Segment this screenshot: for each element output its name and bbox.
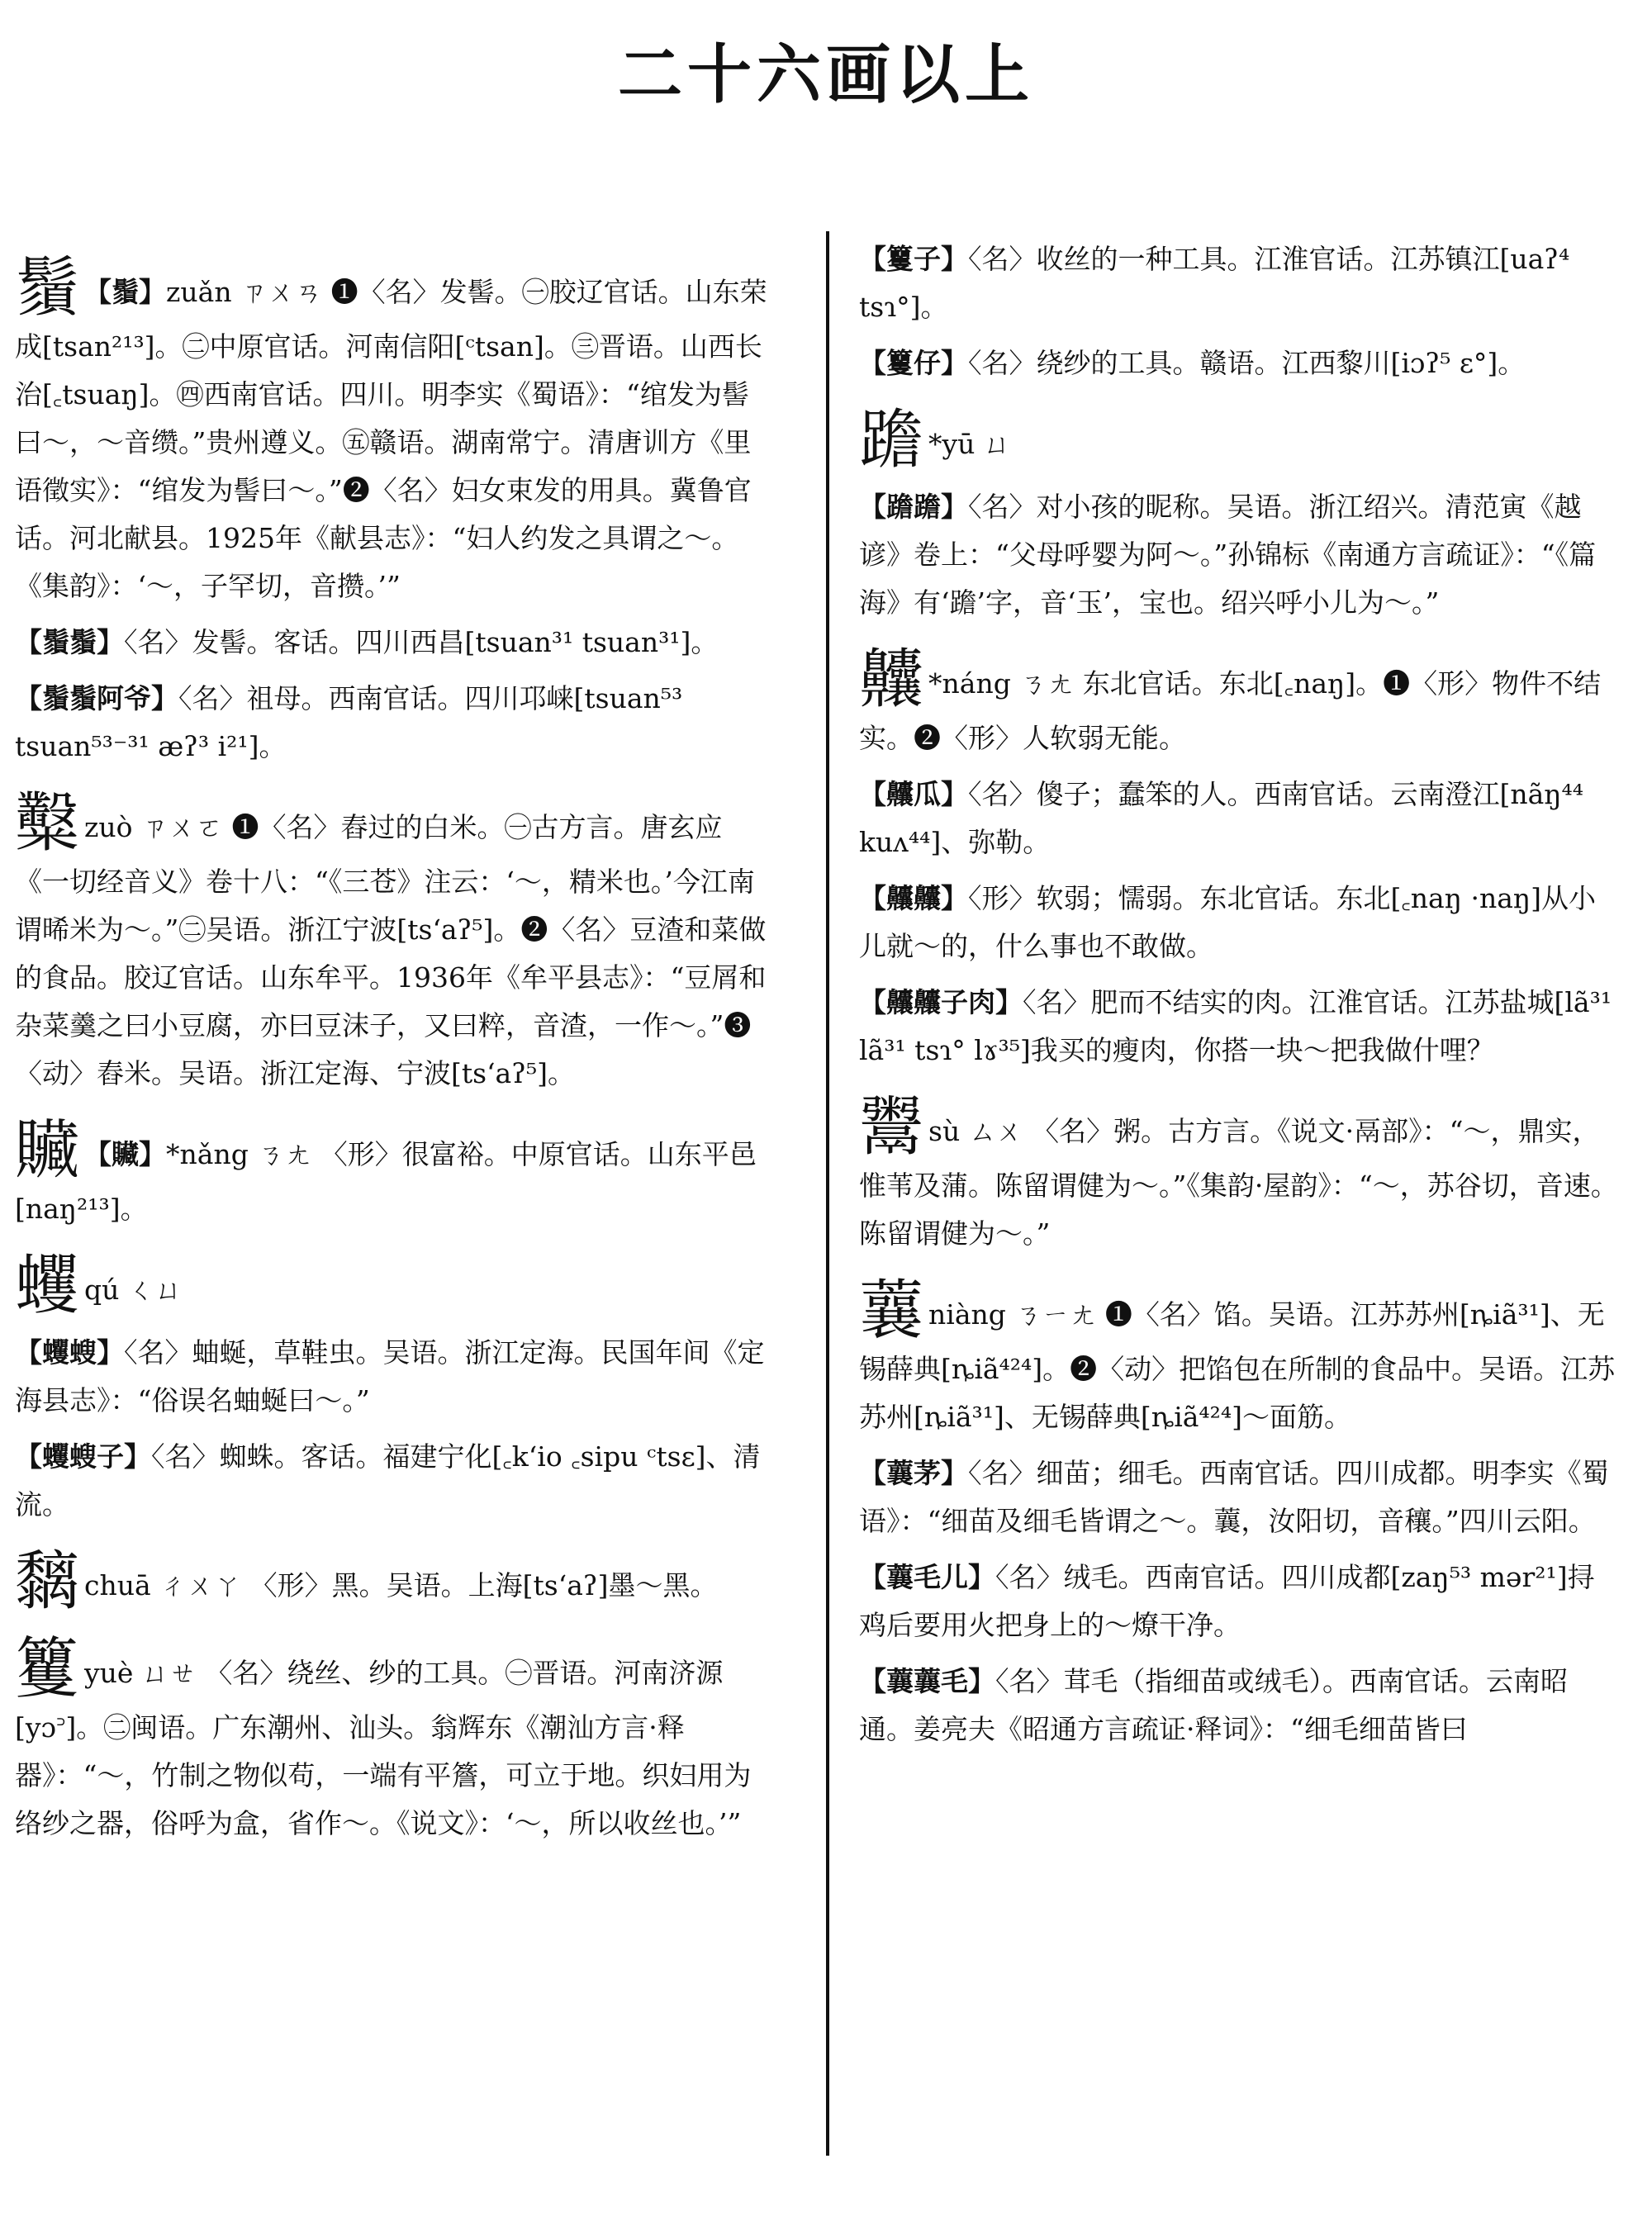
dictionary-entry (15, 1113, 775, 1233)
lemma: 【齉齉子肉】 (859, 986, 1023, 1018)
dictionary-entry (15, 619, 775, 667)
definition-text: 〈名〉绕纱的工具。赣语。江西黎川[iɔʔ⁵ ɛ°]。 (968, 347, 1526, 379)
dictionary-entry (859, 235, 1619, 331)
headword-character: 蘘 (859, 1274, 924, 1348)
right-column (859, 235, 1619, 1762)
dictionary-entry (15, 786, 775, 1098)
headword-character: 鬻 (859, 1090, 924, 1165)
lemma: 【籰子】 (859, 243, 968, 275)
definition-text: 〈名〉祖母。西南官话。四川邛崃[tsuan⁵³ tsuan⁵³⁻³¹ æʔ³ i²¹]。 (15, 682, 683, 762)
lemma: 【齉齉】 (859, 882, 968, 914)
lemma: 【蘘毛儿】 (859, 1561, 995, 1593)
headword-character: 䠨 (859, 403, 924, 477)
headword-character: 齉 (859, 643, 924, 717)
definition-text: *yū ㄩ (928, 428, 1011, 460)
definition-text: 〈形〉软弱；懦弱。东北官话。东北[꜀naŋ ·naŋ]从小儿就～的，什么事也不敢做。 (859, 882, 1597, 962)
dictionary-entry (15, 1632, 775, 1848)
dictionary-entry (15, 675, 775, 771)
dictionary-entry (15, 251, 775, 610)
dictionary-entry (15, 1544, 775, 1619)
dictionary-entry (859, 645, 1619, 762)
definition-text: 〈名〉肥而不结实的肉。江淮官话。江苏盐城[lã³¹ lã³¹ tsɿ° lɤ³⁵]我买的瘦肉，你搭一块～把我做什哩？ (859, 986, 1612, 1066)
left-column (15, 235, 775, 1856)
lemma: 【蠼螋子】 (15, 1440, 151, 1473)
dictionary-entry (15, 1251, 775, 1321)
definition-text: niàng ㄋㄧㄤ ❶〈名〉馅。吴语。江苏苏州[ȵiã³¹]、无锡薛典[ȵiã⁴²⁴]。❷〈动〉把馅包在所制的食品中。吴语。江苏苏州[ȵiã³¹]、无锡薛典[ȵiã⁴²⁴]～面筋。 (859, 1298, 1616, 1433)
headword-character: 蠼 (15, 1249, 80, 1323)
headword-character: 籰 (15, 1632, 80, 1706)
definition-text: *náng ㄋㄤ 东北官话。东北[꜀naŋ]。❶〈形〉物件不结实。❷〈形〉人软弱无能。 (859, 667, 1602, 754)
page-title: 二十六画以上 (617, 38, 1034, 112)
column-divider (826, 231, 829, 2156)
lemma: 【齉瓜】 (859, 778, 968, 810)
definition-text: 〈名〉傻子；蠢笨的人。西南官话。云南澄江[nãŋ⁴⁴ kuʌ⁴⁴]、弥勒。 (859, 778, 1584, 858)
lemma: 【鬚】 (84, 276, 167, 308)
headword-character: 黐 (15, 1544, 80, 1619)
headword-character: 贜 (15, 1113, 80, 1188)
lemma: 【鬚鬚】 (15, 626, 124, 658)
dictionary-entry (859, 1554, 1619, 1649)
dictionary-entry (859, 483, 1619, 627)
dictionary-entry (859, 979, 1619, 1075)
definition-text: qú ㄑㄩ (84, 1274, 183, 1306)
definition-text: 〈名〉蚰蜒，草鞋虫。吴语。浙江定海。民国年间《定海县志》：“俗误名蚰蜒曰～。” (15, 1336, 765, 1416)
definition-text: sù ㄙㄨ 〈名〉粥。古方言。《说文·鬲部》：“～，鼎实，惟苇及蒲。陈留谓健为～。”《集韵·屋韵》：“～，苏谷切，音速。陈留谓健为～。” (859, 1115, 1618, 1250)
lemma: 【蘘茅】 (859, 1457, 968, 1489)
definition-text: 〈名〉绒毛。西南官话。四川成都[zaŋ⁵³ mər²¹]挦鸡后要用火把身上的～燎干净。 (859, 1561, 1595, 1641)
dictionary-entry (15, 1329, 775, 1425)
definition-text: 〈名〉收丝的一种工具。江淮官话。江苏镇江[uaʔ⁴ tsɿ°]。 (859, 243, 1570, 323)
lemma: 【蘘蘘毛】 (859, 1665, 995, 1697)
dictionary-entry (859, 339, 1619, 387)
dictionary-entry (859, 1090, 1619, 1258)
lemma: 【蠼螋】 (15, 1336, 124, 1369)
dictionary-entry (859, 1450, 1619, 1545)
definition-text: 〈名〉蜘蛛。客话。福建宁化[꜀k‘io ꜀sipu ᶜtsɛ]、清流。 (15, 1440, 761, 1521)
lemma: 【贜】 (84, 1138, 167, 1170)
dictionary-entry (859, 403, 1619, 477)
definition-text: zuò ㄗㄨㄛ ❶〈名〉舂过的白米。㊀古方言。唐玄应《一切经音义》卷十八：“《三苍》注云：‘～，精米也。’今江南谓晞米为～。”㊁吴语。浙江宁波[ts‘aʔ⁵]。❷〈名〉豆渣和菜做的食品。胶辽官话。山东牟平。1936年《牟平县志》：“豆屑和杂菜羹之曰小豆腐，亦曰豆沫子，又曰粹，音渣，一作～。”❸〈动〉舂米。吴语。浙江定海、宁波[ts‘aʔ⁵]。 (15, 811, 767, 1089)
definition-text: yuè ㄩㄝ 〈名〉绕丝、纱的工具。㊀晋语。河南济源[yɔ꜄]。㊁闽语。广东潮州、汕头。翁辉东《潮汕方言·释器》：“～，竹制之物似苟，一端有平簷，可立于地。织妇用为络纱之器，俗呼为盒，省作～。《说文》：‘～，所以收丝也。’” (15, 1657, 752, 1839)
headword-character: 糳 (15, 786, 80, 861)
definition-text: *nǎng ㄋㄤ 〈形〉很富裕。中原官话。山东平邑[naŋ²¹³]。 (15, 1138, 757, 1225)
headword-character: 鬚 (15, 251, 80, 325)
definition-text: 〈名〉发髻。客话。四川西昌[tsuan³¹ tsuan³¹]。 (124, 626, 719, 658)
dictionary-entry (859, 1276, 1619, 1441)
dictionary-entry (859, 875, 1619, 970)
definition-text: 〈名〉对小孩的昵称。吴语。浙江绍兴。清范寅《越谚》卷上：“父母呼婴为阿～。”孙锦标《南通方言疏证》：“《篇海》有‘䠨’字，音‘玉’，宝也。绍兴呼小儿为～。” (859, 491, 1597, 619)
definition-text: zuǎn ㄗㄨㄢ ❶〈名〉发髻。㊀胶辽官话。山东荣成[tsan²¹³]。㊁中原官话。河南信阳[ᶜtsan]。㊂晋语。山西长治[꜀tsuaŋ]。㊃西南官话。四川。明李实《蜀语》：“绾发为髻曰～，～音缵。”贵州遵义。㊄赣语。湖南常宁。清唐训方《里语徵实》：“绾发为髻曰～。”❷〈名〉妇女束发的用具。冀鲁官话。河北献县。1925年《献县志》：“妇人约发之具谓之～。《集韵》：‘～，子罕切，音攒。’” (15, 276, 767, 602)
lemma: 【䠨䠨】 (859, 491, 968, 523)
lemma: 【籰仔】 (859, 347, 968, 379)
definition-text: 〈名〉细苗；细毛。西南官话。四川成都。明李实《蜀语》：“细苗及细毛皆谓之～。蘘，汝阳切，音穰。”四川云阳。 (859, 1457, 1609, 1537)
dictionary-entry (859, 1658, 1619, 1753)
definition-text: 〈名〉茸毛（指细苗或绒毛）。西南官话。云南昭通。姜亮夫《昭通方言疏证·释词》：“细毛细苗皆曰 (859, 1665, 1568, 1745)
lemma: 【鬚鬚阿爷】 (15, 682, 178, 714)
dictionary-entry (859, 771, 1619, 866)
definition-text: chuā ㄔㄨㄚ 〈形〉黑。吴语。上海[ts‘aʔ]墨～黑。 (84, 1569, 718, 1601)
dictionary-entry (15, 1433, 775, 1529)
